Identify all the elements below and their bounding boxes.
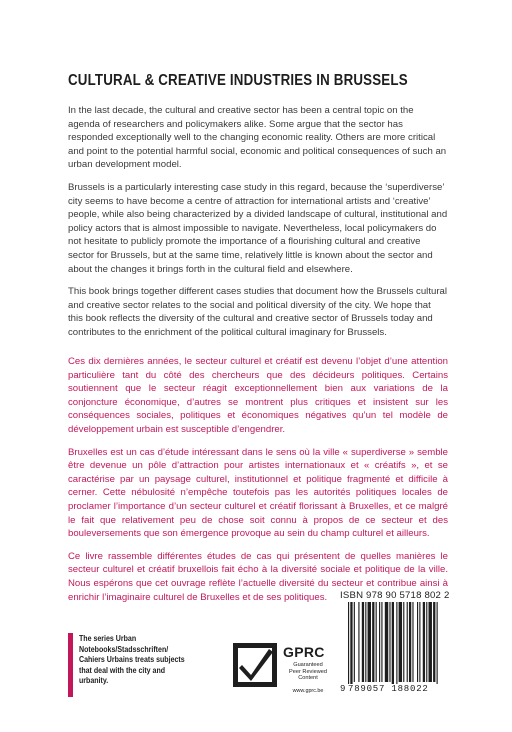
gprc-url: www.gprc.be xyxy=(292,688,324,694)
gprc-tagline: Guaranteed Peer Reviewed Content xyxy=(289,662,327,682)
isbn-label: ISBN 978 90 5718 802 2 xyxy=(340,590,450,601)
checkmark-icon xyxy=(233,643,277,687)
french-paragraph: Bruxelles est un cas d’étude intéressant dans le sens où la ville « superdiverse » semble être devenue un pôle d’attraction pour artistes internationaux et « créatifs », et se caractérise par un paysage culturel, institutionnel et politique fragmenté et difficile à cerner. Cette nébulosité n’empêche toutefois pas les autorités politiques locales de proclamer l’importance d’un secteur culturel et créatif florissant à Bruxelles, et ce malgré le fait que relativement peu de chose soit connu à propos de ce secteur et des bouleversements que son émergence provoque au sein du champ culturel et ailleurs. xyxy=(68,446,448,540)
english-paragraph: In the last decade, the cultural and creative sector has been a central topic on the agenda of researchers and policymakers alike. Some argue that the sector has responded exceptionally well to the changing economic reality. Others are more critical and point to the potential harmful social, economic and political consequences of such an urban development model. xyxy=(68,105,447,171)
page-title: CULTURAL & CREATIVE INDUSTRIES IN BRUSSELS xyxy=(68,72,408,89)
gprc-name: GPRC xyxy=(283,644,325,660)
barcode-first-digit: 9 xyxy=(340,684,346,694)
french-paragraph: Ces dix dernières années, le secteur culturel et créatif est devenu l’objet d’une attention particulière tant du côté des chercheurs que des décideurs politiques. Certains soutiennent que le secteur réagit exceptionnellement bien aux variations de la conjoncture économique, d’autres se montrent plus critiques et insistent sur les conséquences sociales, politiques et économiques négatives qu’un tel modèle de développement urbain est susceptible d’engendrer. xyxy=(68,356,448,435)
accent-bar xyxy=(68,633,73,697)
english-paragraph: Brussels is a particularly interesting case study in this regard, because the ‘superdiverse’ city seems to have become a centre of attraction for international artists and ‘creative’ people, while also being characterized by a divided landscape of cultural, institutional and policy actors that is almost impossible to navigate. Nevertheless, local policymakers do not hesitate to publicly promote the importance of a flourishing cultural and creative sector for Brussels, but at the same time, relatively little is known about the sector and about the changes it brings forth in the cultural field and elsewhere. xyxy=(68,181,448,275)
isbn-barcode xyxy=(340,602,460,694)
series-note xyxy=(68,633,218,697)
gprc-logo xyxy=(233,643,328,699)
series-note-text: The series Urban Notebooks/Stadsschriften/ Cahiers Urbains treats subjects that deal with the city and urbanity. xyxy=(79,634,185,686)
french-paragraph: Ce livre rassemble différentes études de cas qui présentent de quelles manières le secteur culturel et créatif bruxellois fait écho à la diversité sociale et politique de la ville. Nous espérons que cet ouvrage reflète l’actuelle diversité du secteur et contribue ainsi à enrichir l’imaginaire culturel de Bruxelles et de ses politiques. xyxy=(68,550,448,603)
barcode-digits: 789057 188022 xyxy=(348,684,429,694)
english-paragraph: This book brings together different cases studies that document how the Brussels cultural and creative sector relates to the social and political diversity of the city. We hope that this book reflects the diversity of the cultural and creative sector of Brussels today and contributes to the enrichment of the political cultural imaginary for Brussels. xyxy=(68,286,447,338)
english-description xyxy=(68,104,448,349)
french-description xyxy=(68,355,448,613)
barcode-bars xyxy=(340,602,460,684)
